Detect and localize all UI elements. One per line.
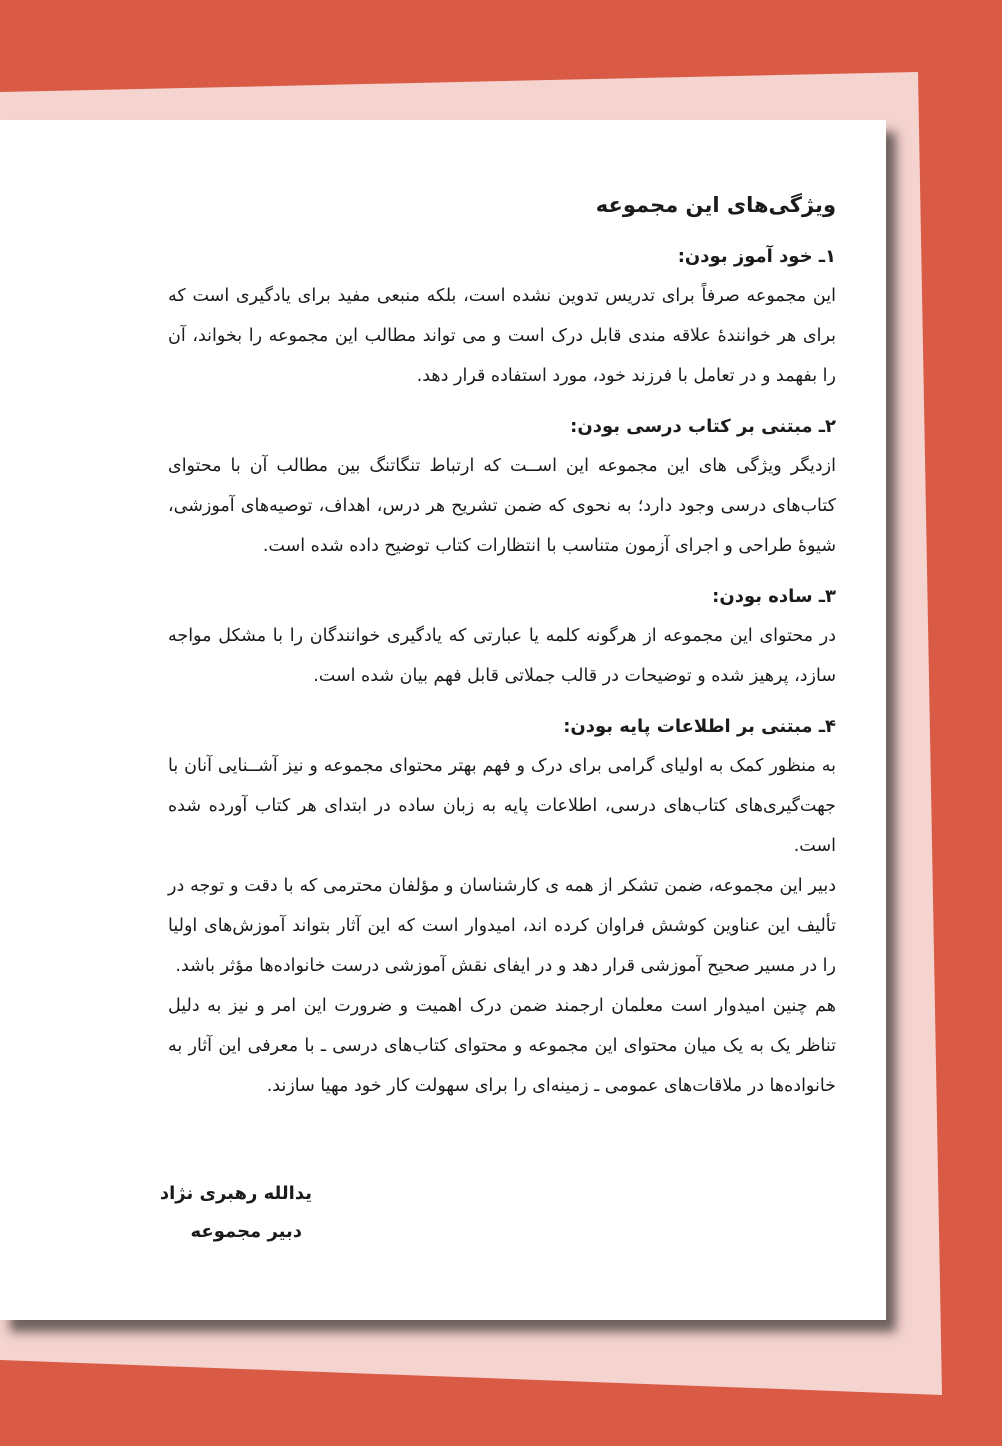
closing-paragraph: دبیر این مجموعه، ضمن تشکر از همه ی کارشناسان و مؤلفان محترمی که با دقت و توجه در تألیف این عناوین کوشش فراوان کرده اند، امیدوار است که این آثار بتواند آموزش‌های اولیا را در مسیر صحیح آموزشی قرار دهد و در ایفای نقش آموزشی درست خانواده‌ها مؤثر باشد. bbox=[168, 876, 836, 976]
document-content bbox=[168, 190, 836, 1106]
section-heading: ۴ـ مبتنی بر اطلاعات پایه بودن: bbox=[563, 716, 836, 737]
page-title: ویژگی‌های این مجموعه bbox=[595, 193, 836, 217]
section-body: این مجموعه صرفاً برای تدریس تدوین نشده است، بلکه منبعی مفید برای یادگیری است که برای هر خوانندهٔ علاقه مندی قابل درک است و می تواند مطالب این مجموعه را بخواند، آن را بفهمد و در تعامل با فرزند خود، مورد استفاده قرار دهد. bbox=[168, 286, 836, 386]
closing-paragraph: هم چنین امیدوار است معلمان ارجمند ضمن درک اهمیت و ضرورت این امر و نیز به دلیل تناظر یک به یک میان محتوای این مجموعه و محتوای کتاب‌های درسی ـ با معرفی این آثار به خانواده‌ها در ملاقات‌های عمومی ـ زمینه‌ای را برای سهولت کار خود مهیا سازند. bbox=[168, 996, 836, 1096]
section-heading: ۲ـ مبتنی بر کتاب درسی بودن: bbox=[570, 416, 836, 437]
section-simple bbox=[168, 584, 836, 696]
signature-block bbox=[160, 1175, 312, 1251]
section-body: به منظور کمک به اولیای گرامی برای درک و فهم بهتر محتوای مجموعه و نیز آشــنایی آنان با جهت‌گیری‌های کتاب‌های درسی، اطلاعات پایه به زبان ساده در ابتدای هر کتاب آورده شده است. bbox=[168, 756, 836, 856]
section-body: ازدیگر ویژگی های این مجموعه این اســت که ارتباط تنگاتنگ بین مطالب آن با محتوای کتاب‌های درسی وجود دارد؛ به نحوی که ضمن تشریح هر درس، اهداف، توصیه‌های آموزشی، شیوهٔ طراحی و اجرای آزمون متناسب با انتظارات کتاب توضیح داده شده است. bbox=[168, 456, 836, 556]
section-textbook-based bbox=[168, 414, 836, 566]
section-heading: ۳ـ ساده بودن: bbox=[712, 586, 836, 607]
signature-name: یدالله رهبری نژاد bbox=[159, 1183, 312, 1204]
section-basic-info bbox=[168, 714, 836, 866]
section-body: در محتوای این مجموعه از هرگونه کلمه یا عبارتی که یادگیری خوانندگان را با مشکل مواجه سازد، پرهیز شده و توضیحات در قالب جملاتی قابل فهم بیان شده است. bbox=[168, 626, 836, 686]
section-self-study bbox=[168, 244, 836, 396]
signature-role: دبیر مجموعه bbox=[190, 1221, 302, 1242]
section-heading: ۱ـ خود آموز بودن: bbox=[677, 246, 836, 267]
